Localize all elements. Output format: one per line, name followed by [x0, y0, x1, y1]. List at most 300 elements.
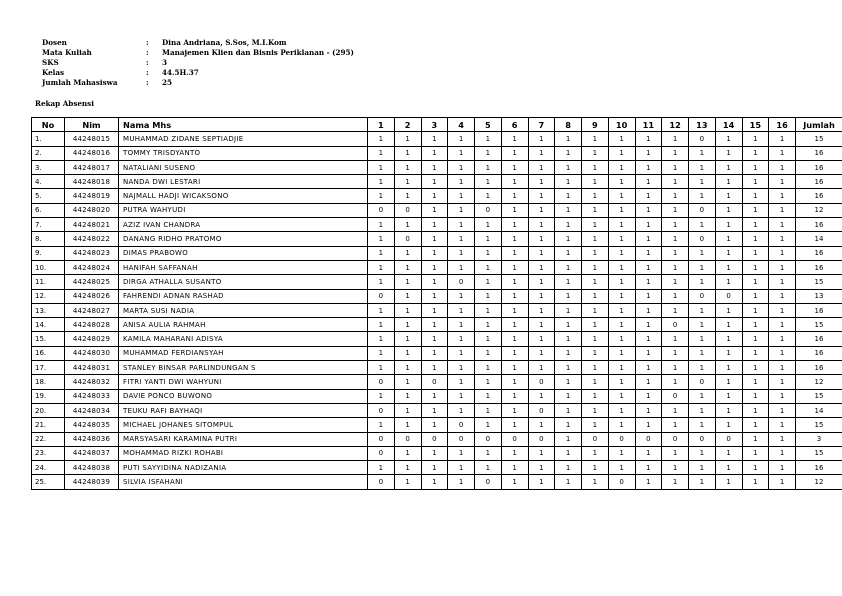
cell-nama: STANLEY BINSAR PARLINDUNGAN S — [119, 361, 368, 375]
cell-attendance: 1 — [501, 203, 528, 217]
cell-attendance: 0 — [394, 232, 421, 246]
cell-attendance: 1 — [635, 475, 662, 489]
cell-attendance: 1 — [421, 203, 448, 217]
cell-no: 11. — [32, 275, 65, 289]
cell-attendance: 1 — [448, 175, 475, 189]
cell-attendance: 0 — [689, 375, 716, 389]
cell-attendance: 1 — [582, 218, 609, 232]
cell-attendance: 0 — [368, 446, 395, 460]
cell-attendance: 1 — [501, 260, 528, 274]
table-row — [32, 246, 842, 260]
cell-attendance: 1 — [742, 132, 769, 146]
cell-attendance: 1 — [421, 132, 448, 146]
cell-attendance: 1 — [715, 361, 742, 375]
cell-nama: KAMILA MAHARANI ADISYA — [119, 332, 368, 346]
cell-attendance: 1 — [555, 432, 582, 446]
cell-attendance: 1 — [394, 389, 421, 403]
cell-attendance: 0 — [608, 475, 635, 489]
cell-attendance: 1 — [555, 160, 582, 174]
cell-nama: MICHAEL JOHANES SITOMPUL — [119, 418, 368, 432]
cell-attendance: 1 — [662, 218, 689, 232]
cell-nama: TEUKU RAFI BAYHAQI — [119, 403, 368, 417]
table-row — [32, 389, 842, 403]
cell-attendance: 1 — [662, 475, 689, 489]
cell-attendance: 1 — [769, 218, 796, 232]
cell-attendance: 1 — [769, 189, 796, 203]
cell-attendance: 1 — [742, 403, 769, 417]
cell-attendance: 1 — [742, 375, 769, 389]
cell-attendance: 1 — [742, 203, 769, 217]
cell-attendance: 1 — [448, 160, 475, 174]
cell-attendance: 1 — [528, 146, 555, 160]
cell-attendance: 1 — [555, 289, 582, 303]
cell-attendance: 1 — [608, 146, 635, 160]
cell-attendance: 0 — [608, 432, 635, 446]
cell-attendance: 1 — [608, 218, 635, 232]
cell-attendance: 1 — [368, 461, 395, 475]
attendance-table — [31, 117, 842, 490]
cell-attendance: 1 — [715, 260, 742, 274]
cell-attendance: 1 — [769, 432, 796, 446]
cell-attendance: 1 — [501, 303, 528, 317]
info-label: Mata Kuliah — [42, 48, 92, 57]
cell-attendance: 1 — [528, 260, 555, 274]
header-meeting: 9 — [582, 118, 609, 132]
cell-attendance: 1 — [448, 303, 475, 317]
cell-attendance: 1 — [742, 332, 769, 346]
cell-attendance: 1 — [394, 218, 421, 232]
cell-no: 21. — [32, 418, 65, 432]
cell-attendance: 0 — [582, 432, 609, 446]
cell-nama: NANDA DWI LESTARI — [119, 175, 368, 189]
header-no: No — [32, 118, 65, 132]
cell-attendance: 1 — [501, 418, 528, 432]
cell-no: 14. — [32, 318, 65, 332]
table-row — [32, 289, 842, 303]
cell-attendance: 1 — [368, 275, 395, 289]
cell-attendance: 1 — [448, 346, 475, 360]
cell-attendance: 1 — [769, 203, 796, 217]
cell-attendance: 1 — [635, 346, 662, 360]
cell-attendance: 1 — [742, 246, 769, 260]
cell-attendance: 1 — [555, 346, 582, 360]
cell-attendance: 1 — [528, 461, 555, 475]
cell-attendance: 1 — [421, 332, 448, 346]
header-meeting: 2 — [394, 118, 421, 132]
cell-attendance: 1 — [608, 418, 635, 432]
cell-attendance: 1 — [528, 203, 555, 217]
cell-attendance: 1 — [582, 146, 609, 160]
header-meeting: 16 — [769, 118, 796, 132]
cell-attendance: 1 — [769, 361, 796, 375]
cell-attendance: 1 — [662, 346, 689, 360]
cell-jumlah: 12 — [796, 475, 842, 489]
table-row — [32, 361, 842, 375]
cell-attendance: 1 — [528, 361, 555, 375]
cell-attendance: 1 — [368, 175, 395, 189]
header-nim: Nim — [65, 118, 119, 132]
info-value: Dina Andriana, S.Sos, M.I.Kom — [162, 38, 287, 47]
cell-attendance: 1 — [635, 203, 662, 217]
cell-nama: FITRI YANTI DWI WAHYUNI — [119, 375, 368, 389]
cell-attendance: 1 — [421, 189, 448, 203]
cell-attendance: 0 — [689, 203, 716, 217]
cell-attendance: 1 — [368, 218, 395, 232]
cell-attendance: 1 — [742, 303, 769, 317]
cell-nama: FAHRENDI ADNAN RASHAD — [119, 289, 368, 303]
cell-attendance: 1 — [394, 346, 421, 360]
cell-attendance: 1 — [448, 375, 475, 389]
cell-attendance: 1 — [715, 232, 742, 246]
cell-attendance: 1 — [689, 332, 716, 346]
cell-attendance: 1 — [635, 375, 662, 389]
cell-nim: 44248018 — [65, 175, 119, 189]
cell-attendance: 1 — [635, 332, 662, 346]
table-row — [32, 160, 842, 174]
cell-attendance: 1 — [689, 146, 716, 160]
cell-attendance: 1 — [368, 132, 395, 146]
cell-nama: DANANG RIDHO PRATOMO — [119, 232, 368, 246]
cell-attendance: 1 — [501, 446, 528, 460]
cell-attendance: 0 — [421, 375, 448, 389]
cell-attendance: 1 — [448, 461, 475, 475]
cell-attendance: 1 — [608, 375, 635, 389]
cell-no: 23. — [32, 446, 65, 460]
cell-attendance: 0 — [368, 475, 395, 489]
cell-no: 19. — [32, 389, 65, 403]
cell-attendance: 1 — [448, 446, 475, 460]
cell-attendance: 1 — [501, 332, 528, 346]
header-jumlah: Jumlah — [796, 118, 842, 132]
cell-attendance: 1 — [421, 260, 448, 274]
cell-attendance: 1 — [662, 160, 689, 174]
cell-attendance: 1 — [448, 218, 475, 232]
cell-attendance: 1 — [715, 389, 742, 403]
cell-attendance: 1 — [501, 361, 528, 375]
cell-attendance: 1 — [608, 203, 635, 217]
cell-attendance: 0 — [368, 289, 395, 303]
cell-attendance: 1 — [715, 146, 742, 160]
cell-attendance: 1 — [528, 232, 555, 246]
cell-attendance: 1 — [421, 160, 448, 174]
cell-attendance: 0 — [715, 432, 742, 446]
cell-attendance: 1 — [715, 318, 742, 332]
cell-attendance: 1 — [555, 403, 582, 417]
cell-attendance: 1 — [662, 203, 689, 217]
cell-attendance: 1 — [742, 289, 769, 303]
cell-attendance: 1 — [448, 389, 475, 403]
cell-jumlah: 15 — [796, 318, 842, 332]
cell-attendance: 1 — [769, 303, 796, 317]
cell-attendance: 1 — [368, 160, 395, 174]
cell-jumlah: 16 — [796, 361, 842, 375]
cell-attendance: 1 — [662, 332, 689, 346]
cell-attendance: 1 — [368, 303, 395, 317]
table-row — [32, 132, 842, 146]
cell-nim: 44248015 — [65, 132, 119, 146]
cell-attendance: 1 — [501, 218, 528, 232]
cell-attendance: 1 — [394, 303, 421, 317]
cell-attendance: 0 — [394, 432, 421, 446]
header-meeting: 12 — [662, 118, 689, 132]
cell-attendance: 1 — [555, 375, 582, 389]
cell-attendance: 1 — [769, 403, 796, 417]
cell-attendance: 1 — [555, 461, 582, 475]
cell-attendance: 1 — [394, 418, 421, 432]
table-row — [32, 275, 842, 289]
cell-attendance: 1 — [475, 232, 502, 246]
cell-no: 10. — [32, 260, 65, 274]
cell-attendance: 1 — [475, 375, 502, 389]
cell-attendance: 1 — [715, 461, 742, 475]
cell-nim: 44248023 — [65, 246, 119, 260]
cell-nim: 44248035 — [65, 418, 119, 432]
cell-attendance: 1 — [715, 446, 742, 460]
cell-attendance: 1 — [394, 146, 421, 160]
cell-attendance: 1 — [421, 446, 448, 460]
cell-attendance: 1 — [475, 146, 502, 160]
cell-attendance: 0 — [501, 432, 528, 446]
cell-attendance: 1 — [501, 475, 528, 489]
cell-no: 8. — [32, 232, 65, 246]
table-row — [32, 318, 842, 332]
cell-attendance: 1 — [662, 232, 689, 246]
cell-attendance: 1 — [555, 318, 582, 332]
cell-nim: 44248034 — [65, 403, 119, 417]
cell-attendance: 0 — [689, 132, 716, 146]
cell-attendance: 1 — [742, 461, 769, 475]
cell-nama: DIRGA ATHALLA SUSANTO — [119, 275, 368, 289]
cell-attendance: 0 — [528, 403, 555, 417]
cell-attendance: 1 — [555, 260, 582, 274]
cell-attendance: 1 — [662, 146, 689, 160]
cell-attendance: 1 — [475, 418, 502, 432]
cell-nim: 44248039 — [65, 475, 119, 489]
header-meeting: 3 — [421, 118, 448, 132]
cell-jumlah: 16 — [796, 189, 842, 203]
cell-jumlah: 16 — [796, 175, 842, 189]
cell-no: 16. — [32, 346, 65, 360]
cell-attendance: 1 — [742, 146, 769, 160]
cell-no: 13. — [32, 303, 65, 317]
cell-attendance: 1 — [475, 389, 502, 403]
cell-no: 17. — [32, 361, 65, 375]
cell-attendance: 1 — [394, 175, 421, 189]
cell-attendance: 1 — [582, 132, 609, 146]
cell-attendance: 1 — [635, 303, 662, 317]
cell-attendance: 1 — [689, 246, 716, 260]
cell-attendance: 0 — [662, 389, 689, 403]
cell-nama: TOMMY TRISDYANTO — [119, 146, 368, 160]
cell-nim: 44248029 — [65, 332, 119, 346]
cell-nama: HANIFAH SAFFANAH — [119, 260, 368, 274]
cell-attendance: 1 — [448, 475, 475, 489]
cell-attendance: 1 — [528, 175, 555, 189]
cell-attendance: 1 — [689, 346, 716, 360]
cell-attendance: 1 — [555, 475, 582, 489]
cell-attendance: 0 — [475, 432, 502, 446]
cell-attendance: 1 — [555, 218, 582, 232]
cell-attendance: 1 — [608, 461, 635, 475]
cell-nim: 44248036 — [65, 432, 119, 446]
cell-attendance: 1 — [501, 146, 528, 160]
cell-attendance: 1 — [635, 146, 662, 160]
cell-nim: 44248017 — [65, 160, 119, 174]
cell-no: 9. — [32, 246, 65, 260]
cell-jumlah: 15 — [796, 446, 842, 460]
info-label: Jumlah Mahasiswa — [42, 78, 118, 87]
cell-attendance: 1 — [555, 361, 582, 375]
cell-nama: DAVIE PONCO BUWONO — [119, 389, 368, 403]
cell-attendance: 1 — [528, 418, 555, 432]
cell-nim: 44248032 — [65, 375, 119, 389]
cell-attendance: 1 — [582, 403, 609, 417]
cell-attendance: 1 — [555, 389, 582, 403]
cell-attendance: 1 — [582, 289, 609, 303]
cell-attendance: 1 — [635, 461, 662, 475]
cell-attendance: 1 — [582, 260, 609, 274]
cell-attendance: 1 — [608, 403, 635, 417]
cell-attendance: 1 — [421, 361, 448, 375]
cell-jumlah: 16 — [796, 260, 842, 274]
header-nama: Nama Mhs — [119, 118, 368, 132]
cell-attendance: 1 — [662, 446, 689, 460]
cell-jumlah: 16 — [796, 146, 842, 160]
cell-attendance: 1 — [635, 361, 662, 375]
cell-jumlah: 16 — [796, 461, 842, 475]
cell-nama: NATALIANI SUSENO — [119, 160, 368, 174]
cell-attendance: 0 — [689, 232, 716, 246]
cell-attendance: 1 — [662, 375, 689, 389]
cell-attendance: 1 — [475, 332, 502, 346]
cell-attendance: 1 — [689, 403, 716, 417]
cell-attendance: 1 — [608, 160, 635, 174]
cell-attendance: 1 — [769, 389, 796, 403]
cell-attendance: 1 — [555, 175, 582, 189]
cell-attendance: 1 — [608, 346, 635, 360]
cell-attendance: 1 — [475, 461, 502, 475]
cell-nim: 44248031 — [65, 361, 119, 375]
cell-attendance: 1 — [475, 218, 502, 232]
cell-attendance: 1 — [368, 346, 395, 360]
cell-attendance: 1 — [501, 346, 528, 360]
table-row — [32, 332, 842, 346]
cell-attendance: 0 — [448, 275, 475, 289]
cell-attendance: 1 — [608, 389, 635, 403]
cell-attendance: 1 — [394, 160, 421, 174]
cell-attendance: 1 — [528, 275, 555, 289]
cell-attendance: 1 — [769, 275, 796, 289]
table-row — [32, 403, 842, 417]
cell-attendance: 1 — [475, 303, 502, 317]
cell-jumlah: 3 — [796, 432, 842, 446]
cell-attendance: 1 — [742, 361, 769, 375]
cell-attendance: 1 — [715, 189, 742, 203]
cell-attendance: 1 — [421, 246, 448, 260]
cell-attendance: 1 — [608, 246, 635, 260]
info-colon: : — [146, 58, 149, 67]
cell-attendance: 1 — [662, 260, 689, 274]
cell-attendance: 1 — [689, 160, 716, 174]
cell-attendance: 1 — [501, 318, 528, 332]
cell-attendance: 1 — [421, 218, 448, 232]
table-row — [32, 475, 842, 489]
cell-attendance: 1 — [769, 260, 796, 274]
cell-attendance: 1 — [635, 218, 662, 232]
cell-jumlah: 12 — [796, 375, 842, 389]
cell-attendance: 1 — [582, 246, 609, 260]
cell-attendance: 1 — [528, 189, 555, 203]
cell-attendance: 0 — [448, 432, 475, 446]
cell-attendance: 1 — [715, 332, 742, 346]
table-row — [32, 375, 842, 389]
info-value: 3 — [162, 58, 168, 67]
header-meeting: 1 — [368, 118, 395, 132]
cell-attendance: 1 — [769, 346, 796, 360]
cell-attendance: 1 — [689, 418, 716, 432]
cell-attendance: 1 — [501, 246, 528, 260]
cell-attendance: 1 — [394, 446, 421, 460]
table-row — [32, 418, 842, 432]
cell-attendance: 1 — [608, 446, 635, 460]
cell-attendance: 1 — [635, 232, 662, 246]
header-meeting: 15 — [742, 118, 769, 132]
cell-jumlah: 15 — [796, 389, 842, 403]
cell-nama: DIMAS PRABOWO — [119, 246, 368, 260]
cell-attendance: 1 — [501, 403, 528, 417]
cell-attendance: 0 — [448, 418, 475, 432]
header-meeting: 10 — [608, 118, 635, 132]
info-value: 25 — [162, 78, 173, 87]
cell-attendance: 1 — [742, 432, 769, 446]
header-meeting: 11 — [635, 118, 662, 132]
cell-attendance: 1 — [448, 260, 475, 274]
cell-attendance: 0 — [394, 203, 421, 217]
cell-attendance: 1 — [475, 346, 502, 360]
cell-attendance: 1 — [501, 175, 528, 189]
info-label: SKS — [42, 58, 59, 67]
cell-attendance: 1 — [715, 218, 742, 232]
cell-jumlah: 16 — [796, 303, 842, 317]
cell-attendance: 1 — [475, 175, 502, 189]
cell-nim: 44248038 — [65, 461, 119, 475]
cell-jumlah: 16 — [796, 346, 842, 360]
cell-attendance: 1 — [555, 418, 582, 432]
cell-no: 1. — [32, 132, 65, 146]
cell-attendance: 1 — [528, 446, 555, 460]
cell-attendance: 1 — [742, 218, 769, 232]
cell-attendance: 0 — [635, 432, 662, 446]
cell-attendance: 1 — [555, 232, 582, 246]
cell-attendance: 1 — [662, 403, 689, 417]
cell-attendance: 1 — [501, 375, 528, 389]
cell-attendance: 1 — [715, 418, 742, 432]
cell-attendance: 1 — [769, 160, 796, 174]
cell-attendance: 1 — [689, 275, 716, 289]
cell-attendance: 1 — [421, 346, 448, 360]
cell-attendance: 1 — [662, 361, 689, 375]
cell-attendance: 0 — [421, 432, 448, 446]
cell-attendance: 1 — [769, 446, 796, 460]
info-value: 44.5H.37 — [162, 68, 199, 77]
cell-attendance: 1 — [608, 275, 635, 289]
cell-attendance: 1 — [421, 289, 448, 303]
cell-attendance: 1 — [555, 246, 582, 260]
cell-attendance: 1 — [475, 260, 502, 274]
cell-jumlah: 16 — [796, 246, 842, 260]
cell-attendance: 1 — [662, 175, 689, 189]
cell-attendance: 1 — [662, 289, 689, 303]
